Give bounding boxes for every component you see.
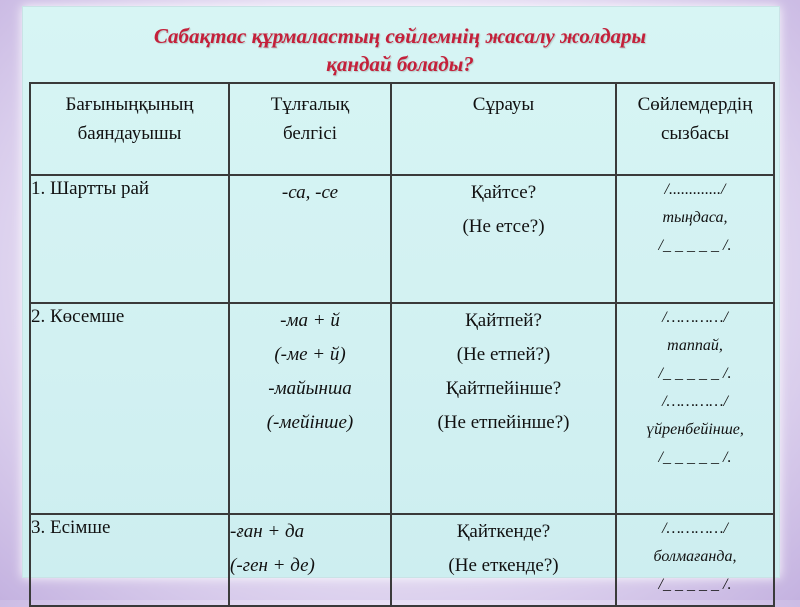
header-scheme xyxy=(616,83,774,175)
cell-text: (Не еткенде?) xyxy=(448,555,559,576)
header-text: баяндауышы xyxy=(77,123,182,144)
header-marker xyxy=(229,83,391,175)
cell-text: -майынша xyxy=(268,378,352,399)
cell-text: /_ _ _ _ _ /. xyxy=(658,237,732,254)
cell-text: -ған + да xyxy=(230,521,305,542)
cell-text: (Не етпейінше?) xyxy=(437,412,570,433)
cell-text: Қайтпейінше? xyxy=(445,378,562,399)
cell-text: (-ме + й) xyxy=(274,344,346,365)
cell-predicate xyxy=(30,175,229,303)
cell-text: таппай, xyxy=(667,337,723,354)
title-line-2: қандай болады? xyxy=(326,52,474,76)
cell-text: (-мейінше) xyxy=(266,412,354,433)
cell-text: (Не етпей?) xyxy=(456,344,551,365)
cell-text: үйренбейінше, xyxy=(646,421,744,438)
cell-marker xyxy=(229,303,391,514)
cell-text: 3. Есімше xyxy=(31,517,111,538)
title-line-1: Сабақтас құрмаластың сөйлемнің жасалу жолдары xyxy=(153,24,647,48)
cell-question xyxy=(391,514,616,606)
cell-scheme xyxy=(616,303,774,514)
cell-text: /…………/ xyxy=(662,393,728,410)
cell-text: /_ _ _ _ _ /. xyxy=(658,449,732,466)
grammar-table xyxy=(29,82,775,607)
cell-question xyxy=(391,303,616,514)
header-predicate xyxy=(30,83,229,175)
table-header-row xyxy=(30,83,774,175)
cell-text: /_ _ _ _ _ /. xyxy=(658,576,732,593)
cell-text: 2. Көсемше xyxy=(31,306,125,327)
cell-text: болмағанда, xyxy=(653,548,737,565)
header-text: Сұрауы xyxy=(472,94,535,115)
table-row xyxy=(30,303,774,514)
cell-text: -са, -се xyxy=(281,182,339,203)
cell-text: Қайтсе? xyxy=(470,182,537,203)
cell-marker xyxy=(229,514,391,606)
header-text: сызбасы xyxy=(660,123,729,144)
header-text: Сөйлемдердің xyxy=(637,94,753,115)
header-text: белгісі xyxy=(282,123,338,144)
header-question xyxy=(391,83,616,175)
table-row xyxy=(30,175,774,303)
cell-predicate xyxy=(30,514,229,606)
cell-text: (-ген + де) xyxy=(230,555,315,576)
cell-text: /_ _ _ _ _ /. xyxy=(658,365,732,382)
header-text: Бағыныңқының xyxy=(65,94,194,115)
slide-title xyxy=(22,22,778,78)
cell-text: (Не етсе?) xyxy=(462,216,545,237)
cell-predicate xyxy=(30,303,229,514)
cell-text: Қайтпей? xyxy=(465,310,542,331)
cell-scheme xyxy=(616,175,774,303)
cell-question xyxy=(391,175,616,303)
cell-text: 1. Шартты рай xyxy=(31,178,150,199)
cell-text: /............./ xyxy=(664,181,726,198)
table-row xyxy=(30,514,774,606)
cell-text: /…………/ xyxy=(662,309,728,326)
cell-text: Қайткенде? xyxy=(456,521,551,542)
cell-text: /…………/ xyxy=(662,520,728,537)
cell-text: -ма + й xyxy=(280,310,340,331)
header-text: Тұлғалық xyxy=(270,94,350,115)
cell-scheme xyxy=(616,514,774,606)
cell-text: тыңдаса, xyxy=(662,209,728,226)
cell-marker xyxy=(229,175,391,303)
